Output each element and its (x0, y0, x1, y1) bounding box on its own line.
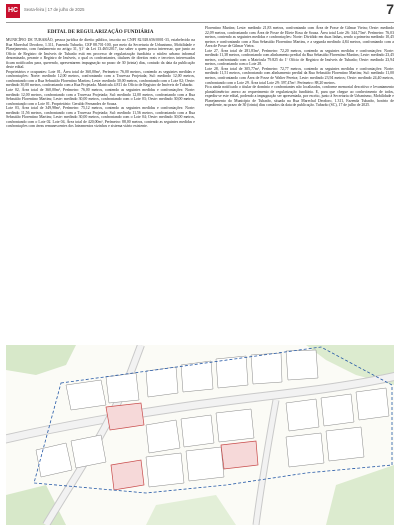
page-number: 7 (386, 1, 394, 17)
left-column (6, 26, 195, 129)
newspaper-logo: HC (6, 4, 20, 18)
edital-paragraph: Lote 02, Área total de 360,00m², Perímetro: 76,00 metros, contendo as seguintes medidas e confrontações: Norte: medindo 12,00 metros, confrontando com a Travessa Projetada; Sul: medindo 12,00 metros, confrontando com a Rua Sebastião Florentino Martins; Leste: medindo 30,00 metros, confrontando com o Lote 03; Oeste: medindo 30,00 metros, confrontando com o Lote 01. Proprietário: Geraldo Fernandes de Souza. (6, 88, 195, 106)
edital-paragraph: MUNICÍPIO DE TUBARÃO, pessoa jurídica de direito público, inscrito no CNPJ 82.928.656/0001-33, estabelecido na Rua Marechal Deodoro, 1.311, Fazenda Tubarão, CEP 88.701-100, por meio da Secretaria de Urbanismo, Mobilidade e Planejamento, com fundamento no artigo 31, §1º da Lei 13.465/2017, faz saber a quem possa interessar, que junto ao Ofício de Registro de Imóveis de Tubarão está em processo de regularização fundiária o núcleo urbano informal denominado, perante o Registro de Imóveis, o qual os confrontantes, titulares de direitos reais e terceiros interessados ficam notificados para, querendo, apresentarem impugnação no prazo de 30 (trinta) dias, contado da data da publicação deste edital. (6, 38, 195, 70)
page-header (0, 0, 400, 22)
edital-paragraph: Florentino Martins; Leste: medindo 21,83 metros, confrontando com Área de Posse de Gilmar Vieira; Oeste: medindo 22,09 metros, confrontando com Área de Posse de Eliete Rosa de Souza. Área total Lote 26: 344,73m². Perímetro: 76,03 metros, contendo as seguintes medidas e confrontações: Norte: Dividido em duas linhas, sendo a primeira medindo 10,45 metros e confrontando com a Rua Sebastião Florentino Martins, e a segunda medindo 4,84 metros, confrontando com a Área de Posse de Gilmar Vieira. (205, 26, 394, 49)
right-column (205, 26, 394, 108)
edital-title: EDITAL DE REGULARIZAÇÃO FUNDIÁRIA (47, 30, 154, 35)
edital-paragraph: Lote 03, Área total de 349,98m², Perímetro: 75,12 metros, contendo as seguintes medidas e confrontações: Norte: medindo 11,56 metros, confrontando com a Travessa Projetada; Sul: medindo 11,56 metros, confrontando com a Rua Sebastião Florentino Martins; Leste: medindo 30,00 metros, confrontando com o Lote 04; Oeste: medindo 30,00 metros, confrontando com o Lote 02. Lote 04, Área total de 420,00m², Perímetro: 88,00 metros, contendo as seguintes medidas e confrontações com áreas remanescentes dos loteamentos vizinhos e sistema viário existente. (6, 106, 195, 129)
lot-map-drawing (6, 345, 394, 525)
edital-paragraph: Lote 27, Área total de 281,83m², Perímetro: 72,20 metros, contendo as seguintes medidas e confrontações: Norte: medindo 11,38 metros, confrontando com alinhamento predial da Rua Sebastião Florentino Martins; Leste: medindo 23,45 metros, confrontando com a Matrícula 79.825 do 1º Ofício de Registro de Imóveis de Tubarão; Oeste: medindo 23,94 metros, confrontando com o Lote 28. (205, 48, 394, 67)
header-divider (6, 22, 394, 23)
lot-map (6, 345, 394, 525)
edital-paragraph: Lote 28, Área total de 305,77m², Perímetro: 72,77 metros, contendo as seguintes medidas e confrontações: Norte: medindo 11,51 metros, confrontando com alinhamento predial da Rua Sebastião Florentino Martins; Sul: medindo 11,00 metros, confrontando com Área de Posse de Walter Pereira; Leste: medindo 23,94 metros; Oeste: medindo 24,40 metros, confrontando com o Lote 29. Área total Lote 29: 397,47m². Perímetro: 88,20 metros. (205, 66, 394, 85)
edital-paragraph: Proprietários e ocupantes: Lote 01, Área total de 360,00m², Perímetro: 76,00 metros, contendo as seguintes medidas e confrontações: Norte: medindo 12,00 metros, confrontando com a Travessa Projetada; Sul: medindo 12,00 metros, confrontando com a Rua Sebastião Florentino Martins; Leste: medindo 30,00 metros, confrontando com o Lote 02; Oeste: medindo 30,00 metros, confrontando com a Rua Projetada. Matrícula 4.811 do Ofício de Registro de Imóveis de Tubarão. (6, 69, 195, 88)
section-date: Sexta-feira | 17 de julho de 2025 (24, 7, 85, 12)
edital-paragraph: Fica ainda notificado o titular de domínio e confrontantes não localizados, conforme memorial descritivo e levantamento planialtimétrico anexo ao requerimento de regularização fundiária. E, para que chegue ao conhecimento de todos, expediu-se este edital, podendo a impugnação ser apresentada, por escrito, junto à Secretaria de Urbanismo, Mobilidade e Planejamento do Município de Tubarão, situada na Rua Marechal Deodoro, 1.311, Fazenda Tubarão, horário de expediente, no prazo de 30 (trinta) dias contados da data de publicação. Tubarão (SC), 17 de julho de 2025. (205, 85, 394, 108)
